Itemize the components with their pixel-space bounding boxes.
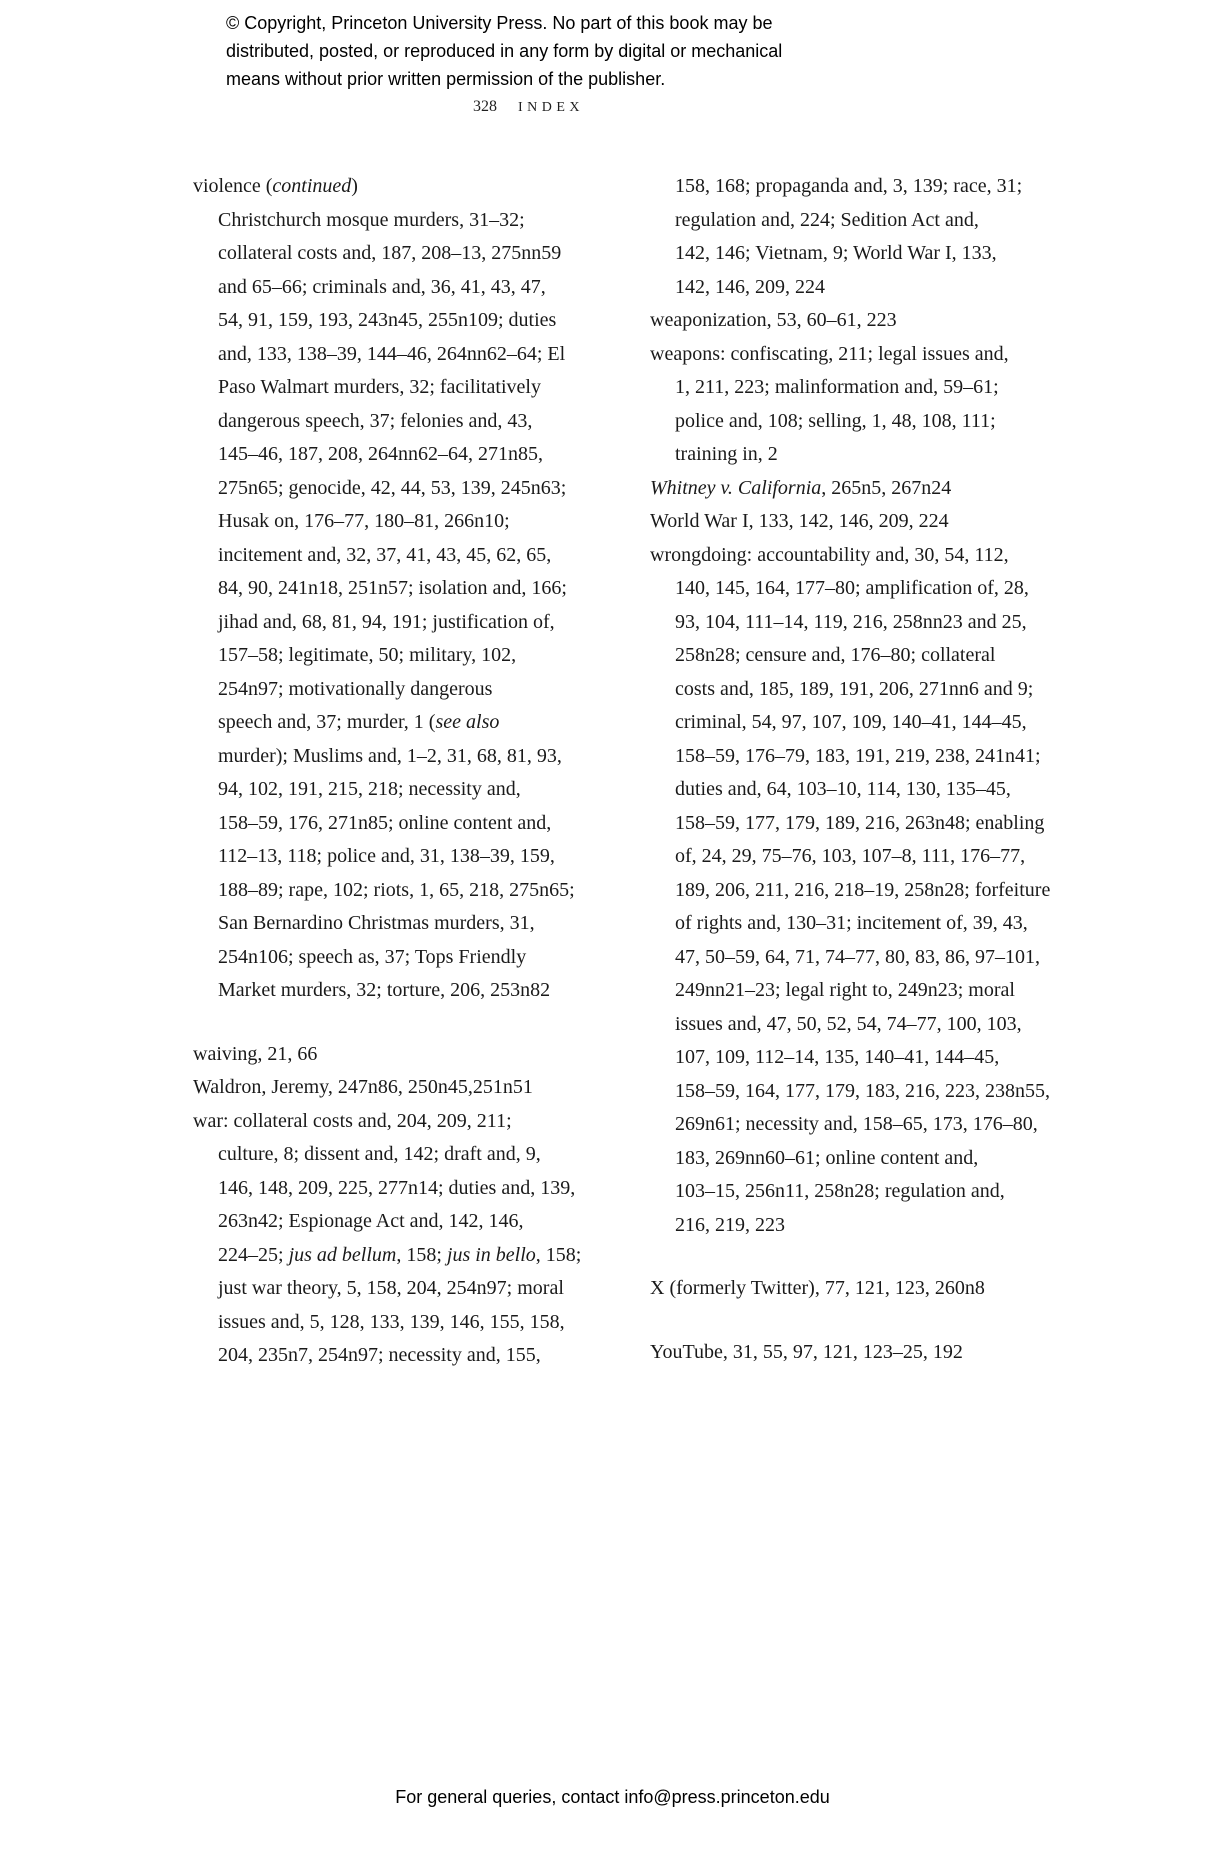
index-line: Christchurch mosque murders, 31–32; — [218, 208, 525, 231]
index-line: 158–59, 176–79, 183, 191, 219, 238, 241n41; — [675, 744, 1041, 767]
index-line: 189, 206, 211, 216, 218–19, 258n28; forfeiture — [675, 878, 1051, 901]
index-line: culture, 8; dissent and, 142; draft and, 9, — [218, 1143, 541, 1165]
page-number: 328 — [473, 98, 497, 115]
index-line: 158–59, 164, 177, 179, 183, 216, 223, 238n55, — [675, 1079, 1050, 1102]
copyright-notice — [226, 9, 782, 93]
index-line: 188–89; rape, 102; riots, 1, 65, 218, 275n65; — [218, 878, 575, 901]
index-line: 84, 90, 241n18, 251n57; isolation and, 166; — [218, 577, 567, 599]
index-line: 275n65; genocide, 42, 44, 53, 139, 245n63; — [218, 476, 567, 499]
index-line: criminal, 54, 97, 107, 109, 140–41, 144–45, — [675, 711, 1027, 733]
index-line: 249nn21–23; legal right to, 249n23; moral — [675, 979, 1015, 1001]
index-column-right — [650, 170, 1100, 1369]
index-line: Whitney v. California, 265n5, 267n24 — [650, 476, 952, 499]
copyright-line: distributed, posted, or reproduced in any form by digital or mechanical — [226, 41, 783, 61]
copyright-line: © Copyright, Princeton University Press. No part of this book may be — [226, 13, 773, 33]
index-line: weapons: confiscating, 211; legal issues and, — [650, 342, 1009, 365]
running-head — [473, 98, 584, 116]
index-line: 204, 235n7, 254n97; necessity and, 155, — [218, 1344, 541, 1366]
index-line: war: collateral costs and, 204, 209, 211; — [193, 1109, 512, 1132]
index-line: incitement and, 32, 37, 41, 43, 45, 62, 65, — [218, 543, 552, 566]
index-line: dangerous speech, 37; felonies and, 43, — [218, 409, 533, 432]
index-line: Waldron, Jeremy, 247n86, 250n45,251n51 — [193, 1076, 533, 1098]
index-line: 224–25; jus ad bellum, 158; jus in bello, 158; — [218, 1243, 582, 1266]
index-line: 216, 219, 223 — [675, 1213, 785, 1236]
index-line: collateral costs and, 187, 208–13, 275nn59 — [218, 242, 562, 264]
index-line: 145–46, 187, 208, 264nn62–64, 271n85, — [218, 443, 543, 465]
index-line: 269n61; necessity and, 158–65, 173, 176–80, — [675, 1113, 1038, 1135]
index-line: 93, 104, 111–14, 119, 216, 258nn23 and 25, — [675, 610, 1027, 633]
index-line: Market murders, 32; torture, 206, 253n82 — [218, 979, 551, 1001]
index-line: 183, 269nn60–61; online content and, — [675, 1146, 979, 1169]
index-line: jihad and, 68, 81, 94, 191; justification of, — [218, 610, 555, 633]
index-line: 112–13, 118; police and, 31, 138–39, 159, — [218, 845, 555, 867]
index-line: 142, 146, 209, 224 — [675, 275, 825, 298]
index-line: costs and, 185, 189, 191, 206, 271nn6 and 9; — [675, 677, 1034, 700]
index-line: violence (continued) — [193, 175, 358, 197]
index-line: duties and, 64, 103–10, 114, 130, 135–45, — [675, 778, 1011, 800]
index-line: World War I, 133, 142, 146, 209, 224 — [650, 510, 949, 532]
index-line: 47, 50–59, 64, 71, 74–77, 80, 83, 86, 97–101, — [675, 945, 1040, 968]
index-line: wrongdoing: accountability and, 30, 54, 112, — [650, 543, 1009, 566]
index-line: training in, 2 — [675, 443, 778, 465]
index-column-left — [193, 170, 633, 1373]
index-line: murder); Muslims and, 1–2, 31, 68, 81, 93, — [218, 744, 562, 767]
index-line: 140, 145, 164, 177–80; amplification of, 28, — [675, 577, 1029, 599]
index-line: 157–58; legitimate, 50; military, 102, — [218, 644, 517, 666]
index-line: 158–59, 177, 179, 189, 216, 263n48; enabling — [675, 811, 1045, 834]
footer-queries-note: For general queries, contact info@press.princeton.edu — [395, 1787, 830, 1807]
index-line: 94, 102, 191, 215, 218; necessity and, — [218, 778, 521, 800]
index-line: Paso Walmart murders, 32; facilitatively — [218, 376, 541, 398]
index-line: 142, 146; Vietnam, 9; World War I, 133, — [675, 242, 997, 264]
index-line: 158, 168; propaganda and, 3, 139; race, 31; — [675, 175, 1023, 197]
index-line: of, 24, 29, 75–76, 103, 107–8, 111, 176–77, — [675, 845, 1026, 867]
index-line: of rights and, 130–31; incitement of, 39, 43, — [675, 912, 1028, 934]
index-line: 254n97; motivationally dangerous — [218, 677, 493, 700]
index-line: 1, 211, 223; malinformation and, 59–61; — [675, 376, 999, 398]
index-line: 263n42; Espionage Act and, 142, 146, — [218, 1210, 524, 1232]
index-line: Husak on, 176–77, 180–81, 266n10; — [218, 510, 510, 532]
index-line: issues and, 5, 128, 133, 139, 146, 155, 158, — [218, 1310, 565, 1333]
index-line: weaponization, 53, 60–61, 223 — [650, 309, 897, 331]
index-line: 107, 109, 112–14, 135, 140–41, 144–45, — [675, 1046, 1000, 1068]
index-line: 103–15, 256n11, 258n28; regulation and, — [675, 1180, 1005, 1202]
index-line: just war theory, 5, 158, 204, 254n97; moral — [218, 1277, 564, 1299]
index-line: X (formerly Twitter), 77, 121, 123, 260n8 — [650, 1277, 985, 1299]
index-line: YouTube, 31, 55, 97, 121, 123–25, 192 — [650, 1340, 963, 1363]
running-head-title: INDEX — [518, 100, 585, 115]
index-line: 158–59, 176, 271n85; online content and, — [218, 811, 552, 834]
index-line: regulation and, 224; Sedition Act and, — [675, 208, 979, 231]
index-line: San Bernardino Christmas murders, 31, — [218, 912, 535, 934]
index-line: issues and, 47, 50, 52, 54, 74–77, 100, 103, — [675, 1012, 1022, 1035]
index-line: speech and, 37; murder, 1 (see also — [218, 711, 500, 733]
index-line: and, 133, 138–39, 144–46, 264nn62–64; El — [218, 342, 566, 365]
index-line: police and, 108; selling, 1, 48, 108, 111; — [675, 409, 996, 432]
index-line: 254n106; speech as, 37; Tops Friendly — [218, 945, 527, 968]
index-line: and 65–66; criminals and, 36, 41, 43, 47, — [218, 275, 546, 298]
index-line: 54, 91, 159, 193, 243n45, 255n109; duties — [218, 309, 557, 331]
index-line: 146, 148, 209, 225, 277n14; duties and, 139, — [218, 1176, 576, 1199]
index-line: 258n28; censure and, 176–80; collateral — [675, 644, 996, 666]
index-line: waiving, 21, 66 — [193, 1042, 318, 1065]
copyright-line: means without prior written permission of the publisher. — [226, 69, 666, 89]
